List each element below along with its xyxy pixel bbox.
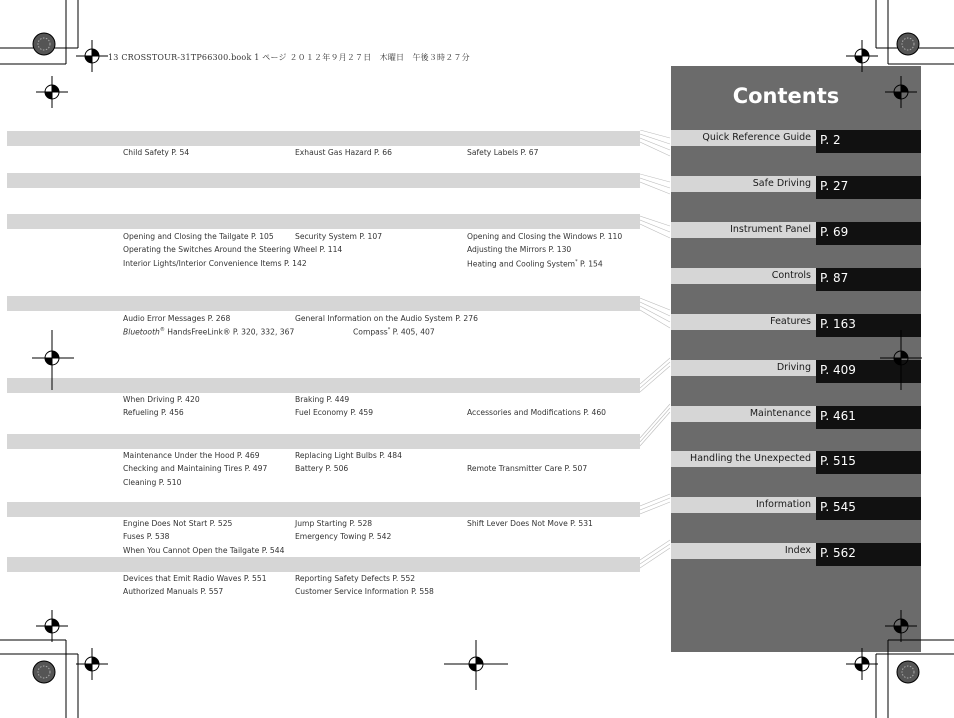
bluetooth-label: Bluetooth [123, 327, 160, 337]
chapter-page-safe-driving[interactable]: P. 27 [816, 176, 921, 199]
chapter-page-maintenance[interactable]: P. 461 [816, 406, 921, 429]
section-bar-safe-driving [7, 131, 640, 146]
compass-pages: P. 405, 407 [390, 327, 435, 337]
link-jump-starting[interactable]: Jump Starting P. 528 [295, 519, 373, 528]
link-refueling[interactable]: Refueling P. 456 [123, 408, 184, 417]
link-when-driving[interactable]: When Driving P. 420 [123, 395, 200, 404]
chapter-page-quick-reference[interactable]: P. 2 [816, 130, 921, 153]
chapter-label-maintenance[interactable]: Maintenance [671, 406, 816, 422]
section-bar-handling-unexpected [7, 502, 640, 517]
link-compass[interactable] [353, 327, 435, 337]
compass-label: Compass [353, 327, 388, 337]
link-customer-service[interactable]: Customer Service Information P. 558 [295, 587, 434, 596]
chapter-page-index[interactable]: P. 562 [816, 543, 921, 566]
link-shift-lever[interactable]: Shift Lever Does Not Move P. 531 [467, 519, 593, 528]
link-security-system[interactable]: Security System P. 107 [295, 232, 383, 241]
link-audio-general-info[interactable]: General Information on the Audio System P. 276 [295, 314, 478, 323]
link-braking[interactable]: Braking P. 449 [295, 395, 350, 404]
compass-asterisk: * [387, 327, 391, 333]
chapter-page-features[interactable]: P. 163 [816, 314, 921, 337]
chapter-page-driving[interactable]: P. 409 [816, 360, 921, 383]
link-bluetooth-handsfreelink[interactable] [123, 327, 294, 337]
link-emergency-towing[interactable]: Emergency Towing P. 542 [295, 532, 392, 541]
chapter-label-quick-reference[interactable]: Quick Reference Guide [671, 130, 816, 146]
link-engine-not-start[interactable]: Engine Does Not Start P. 525 [123, 519, 233, 528]
chapter-label-handling-unexpected[interactable]: Handling the Unexpected [671, 451, 816, 467]
link-tailgate-cannot-open[interactable]: When You Cannot Open the Tailgate P. 544 [123, 546, 285, 555]
section-bar-information [7, 557, 640, 572]
heating-cooling-page: P. 154 [577, 259, 603, 269]
chapter-label-information[interactable]: Information [671, 497, 816, 513]
link-exhaust-gas-hazard[interactable]: Exhaust Gas Hazard P. 66 [295, 148, 392, 157]
contents-title: Contents [732, 84, 840, 108]
link-fuel-economy[interactable]: Fuel Economy P. 459 [295, 408, 374, 417]
link-safety-defects[interactable]: Reporting Safety Defects P. 552 [295, 574, 416, 583]
chapter-page-handling-unexpected[interactable]: P. 515 [816, 451, 921, 474]
link-steering-switches[interactable]: Operating the Switches Around the Steering Wheel P. 114 [123, 245, 343, 254]
section-bar-maintenance [7, 434, 640, 449]
chapter-page-controls[interactable]: P. 87 [816, 268, 921, 291]
link-remote-transmitter[interactable]: Remote Transmitter Care P. 507 [467, 464, 588, 473]
section-bar-controls [7, 214, 640, 229]
link-radio-waves[interactable]: Devices that Emit Radio Waves P. 551 [123, 574, 267, 583]
link-windows[interactable]: Opening and Closing the Windows P. 110 [467, 232, 623, 241]
connector-hatching [640, 130, 672, 570]
chapter-label-instrument-panel[interactable]: Instrument Panel [671, 222, 816, 238]
section-bar-features [7, 296, 640, 311]
link-interior-lights[interactable]: Interior Lights/Interior Convenience Items P. 142 [123, 259, 307, 268]
book-header-meta: 13 CROSSTOUR-31TP66300.book 1 ページ ２０１２年９月２７日 木曜日 午後３時２７分 [108, 53, 470, 62]
chapter-label-features[interactable]: Features [671, 314, 816, 330]
link-tires[interactable]: Checking and Maintaining Tires P. 497 [123, 464, 268, 473]
chapter-page-information[interactable]: P. 545 [816, 497, 921, 520]
heating-cooling-asterisk: * [575, 259, 578, 265]
link-tailgate[interactable]: Opening and Closing the Tailgate P. 105 [123, 232, 274, 241]
chapter-label-controls[interactable]: Controls [671, 268, 816, 284]
heating-cooling-label: Heating and Cooling System [467, 259, 576, 269]
link-battery[interactable]: Battery P. 506 [295, 464, 349, 473]
link-light-bulbs[interactable]: Replacing Light Bulbs P. 484 [295, 451, 402, 460]
link-mirrors[interactable]: Adjusting the Mirrors P. 130 [467, 245, 572, 254]
link-authorized-manuals[interactable]: Authorized Manuals P. 557 [123, 587, 224, 596]
section-bar-instrument-panel [7, 173, 640, 188]
link-accessories[interactable]: Accessories and Modifications P. 460 [467, 408, 606, 417]
chapter-label-index[interactable]: Index [671, 543, 816, 559]
link-safety-labels[interactable]: Safety Labels P. 67 [467, 148, 539, 157]
handsfreelink-label: HandsFreeLink® P. 320, 332, 367 [164, 327, 295, 337]
link-fuses[interactable]: Fuses P. 538 [123, 532, 170, 541]
bluetooth-reg-mark: ® [159, 327, 165, 333]
link-cleaning[interactable]: Cleaning P. 510 [123, 478, 182, 487]
link-child-safety[interactable]: Child Safety P. 54 [123, 148, 190, 157]
chapter-label-driving[interactable]: Driving [671, 360, 816, 376]
link-audio-error-messages[interactable]: Audio Error Messages P. 268 [123, 314, 231, 323]
chapter-label-safe-driving[interactable]: Safe Driving [671, 176, 816, 192]
section-bar-driving [7, 378, 640, 393]
chapter-page-instrument-panel[interactable]: P. 69 [816, 222, 921, 245]
link-heating-cooling[interactable] [467, 259, 603, 269]
link-maintenance-hood[interactable]: Maintenance Under the Hood P. 469 [123, 451, 260, 460]
